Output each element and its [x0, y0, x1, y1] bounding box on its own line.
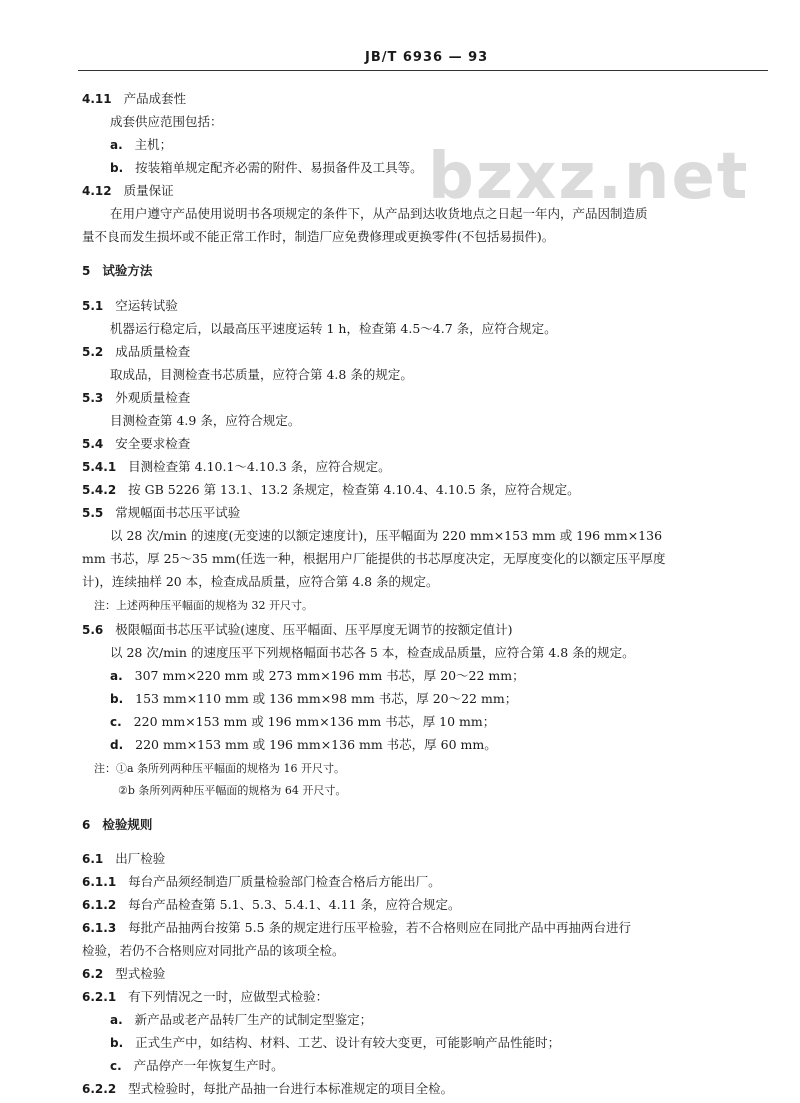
- clause-text: 主机；: [134, 137, 173, 152]
- clause-text: 注：①a 条所列两种压平幅面的规格为 16 开尺寸。: [94, 762, 346, 775]
- clause-text: 常规幅面书芯压平试验: [115, 505, 241, 520]
- clause-text: 每批产品抽两台按第 5.5 条的规定进行压平检验，若不合格则应在同批产品中再抽两台进行: [128, 920, 631, 935]
- clause-number: a.: [110, 1013, 123, 1027]
- clause-number: 6.2.2: [82, 1082, 117, 1096]
- clause-line: [82, 896, 461, 914]
- clause-number: b.: [110, 161, 124, 175]
- text-line: [82, 942, 345, 960]
- clause-line: [110, 1011, 372, 1029]
- clause-line: [110, 667, 525, 685]
- clause-text: 目测检查第 4.9 条，应符合规定。: [110, 413, 301, 428]
- clause-number: 5.2: [82, 345, 104, 359]
- clause-line: [82, 873, 441, 891]
- clause-number: 6.1.3: [82, 921, 117, 935]
- header-rule: [78, 70, 768, 71]
- clause-number: 6.1.1: [82, 875, 117, 889]
- clause-number: 6.1.2: [82, 898, 117, 912]
- clause-number: c.: [110, 715, 122, 729]
- text-line: [94, 760, 345, 778]
- clause-text: 220 mm×153 mm 或 196 mm×136 mm 书芯，厚 10 mm；: [133, 714, 496, 729]
- text-line: [110, 366, 413, 384]
- clause-line: [110, 736, 497, 754]
- clause-number: 5.5: [82, 506, 104, 520]
- clause-text: 检验规则: [102, 817, 153, 832]
- clause-line: [82, 458, 391, 476]
- clause-line: [110, 1057, 284, 1075]
- clause-text: 空运转试验: [115, 298, 178, 313]
- clause-line: [110, 690, 517, 708]
- clause-line: [110, 159, 423, 177]
- clause-text: 取成品，目测检查书芯质量，应符合第 4.8 条的规定。: [110, 367, 413, 382]
- clause-text: 试验方法: [102, 263, 153, 278]
- clause-text: 307 mm×220 mm 或 273 mm×196 mm 书芯，厚 20～22 mm；: [134, 668, 525, 683]
- text-line: [110, 644, 635, 662]
- clause-text: 以 28 次/min 的速度(无变速的以额定速度计)，压平幅面为 220 mm×153 mm 或 196 mm×136: [110, 528, 663, 543]
- clause-number: 5.4.2: [82, 483, 117, 497]
- clause-number: 4.11: [82, 92, 112, 106]
- clause-number: a.: [110, 669, 123, 683]
- text-line: [82, 228, 554, 246]
- text-line: [82, 573, 439, 591]
- text-line: [118, 782, 346, 800]
- clause-number: 4.12: [82, 184, 112, 198]
- text-line: [110, 113, 223, 131]
- clause-text: 每台产品须经制造厂质量检验部门检查合格后方能出厂。: [128, 874, 441, 889]
- clause-number: a.: [110, 138, 123, 152]
- clause-text: 目测检查第 4.10.1～4.10.3 条，应符合规定。: [128, 459, 391, 474]
- clause-line: [82, 297, 178, 315]
- text-line: [110, 527, 662, 545]
- clause-text: 153 mm×110 mm 或 136 mm×98 mm 书芯，厚 20～22 mm；: [135, 691, 518, 706]
- clause-number: 5.3: [82, 391, 104, 405]
- page-header: [0, 44, 800, 74]
- watermark: bzxz.net: [428, 140, 750, 214]
- clause-line: [110, 1034, 560, 1052]
- clause-text: 正式生产中，如结构、材料、工艺、设计有较大变更，可能影响产品性能时；: [135, 1035, 561, 1050]
- clause-line: [82, 965, 165, 983]
- clause-number: 6.1: [82, 852, 104, 866]
- clause-text: mm 书芯，厚 25～35 mm(任选一种，根据用户厂能提供的书芯厚度决定，无厚度变化的以额定压平厚度: [82, 551, 666, 566]
- clause-number: b.: [110, 692, 124, 706]
- clause-number: d.: [110, 738, 124, 752]
- clause-text: 外观质量检查: [115, 390, 191, 405]
- clause-number: 5.4: [82, 437, 104, 451]
- clause-number: 5.1: [82, 299, 104, 313]
- text-line: [82, 550, 666, 568]
- clause-line: [82, 504, 240, 522]
- clause-text: 量不良而发生损坏或不能正常工作时，制造厂应免费修理或更换零件(不包括易损件)。: [82, 229, 555, 244]
- clause-text: 质量保证: [123, 183, 174, 198]
- clause-line: [82, 262, 152, 280]
- clause-number: b.: [110, 1036, 124, 1050]
- clause-line: [82, 343, 190, 361]
- clause-text: 产品停产一年恢复生产时。: [133, 1058, 284, 1073]
- clause-line: [82, 988, 328, 1006]
- clause-text: 型式检验: [115, 966, 166, 981]
- clause-text: 220 mm×153 mm 或 196 mm×136 mm 书芯，厚 60 mm。: [135, 737, 497, 752]
- clause-line: [82, 621, 513, 639]
- clause-number: c.: [110, 1059, 122, 1073]
- clause-line: [82, 389, 190, 407]
- clause-text: 成品质量检查: [115, 344, 191, 359]
- clause-number: 6.2: [82, 967, 104, 981]
- clause-text: 检验，若仍不合格则应对同批产品的该项全检。: [82, 943, 345, 958]
- clause-line: [110, 713, 495, 731]
- clause-text: 新产品或老产品转厂生产的试制定型鉴定；: [134, 1012, 373, 1027]
- clause-text: 型式检验时，每批产品抽一台进行本标准规定的项目全检。: [128, 1081, 454, 1096]
- clause-line: [82, 850, 165, 868]
- clause-number: 6.2.1: [82, 990, 117, 1004]
- clause-line: [82, 1080, 453, 1098]
- clause-text: 注：上述两种压平幅面的规格为 32 开尺寸。: [94, 599, 313, 612]
- clause-text: 出厂检验: [115, 851, 166, 866]
- text-line: [94, 597, 313, 615]
- clause-number: 5: [82, 264, 91, 278]
- clause-text: 安全要求检查: [115, 436, 191, 451]
- clause-text: 机器运行稳定后，以最高压平速度运转 1 h，检查第 4.5～4.7 条，应符合规定。: [110, 321, 557, 336]
- clause-number: 5.4.1: [82, 460, 117, 474]
- clause-line: [82, 182, 174, 200]
- clause-text: ②b 条所列两种压平幅面的规格为 64 开尺寸。: [118, 784, 347, 797]
- clause-number: 5.6: [82, 623, 104, 637]
- text-line: [110, 205, 648, 223]
- clause-text: 以 28 次/min 的速度压平下列规格幅面书芯各 5 本，检查成品质量，应符合第 4.8 条的规定。: [110, 645, 635, 660]
- clause-text: 计)，连续抽样 20 本，检查成品质量，应符合第 4.8 条的规定。: [82, 574, 439, 589]
- clause-line: [82, 435, 190, 453]
- text-line: [110, 412, 300, 430]
- clause-number: 6: [82, 818, 91, 832]
- clause-text: 每台产品检查第 5.1、5.3、5.4.1、4.11 条，应符合规定。: [128, 897, 461, 912]
- clause-line: [82, 919, 631, 937]
- clause-text: 有下列情况之一时，应做型式检验：: [128, 989, 329, 1004]
- clause-text: 产品成套性: [123, 91, 187, 106]
- clause-text: 按装箱单规定配齐必需的附件、易损备件及工具等。: [135, 160, 423, 175]
- clause-text: 按 GB 5226 第 13.1、13.2 条规定，检查第 4.10.4、4.10.5 条，应符合规定。: [128, 482, 580, 497]
- clause-line: [110, 136, 172, 154]
- standard-code: JB/T 6936 — 93: [365, 50, 489, 65]
- clause-line: [82, 816, 152, 834]
- clause-line: [82, 481, 580, 499]
- clause-text: 成套供应范围包括：: [110, 114, 223, 129]
- text-line: [110, 320, 557, 338]
- clause-line: [82, 90, 186, 108]
- clause-text: 极限幅面书芯压平试验(速度、压平幅面、压平厚度无调节的按额定值计): [115, 622, 513, 637]
- clause-text: 在用户遵守产品使用说明书各项规定的条件下，从产品到达收货地点之日起一年内，产品因制造质: [110, 206, 648, 221]
